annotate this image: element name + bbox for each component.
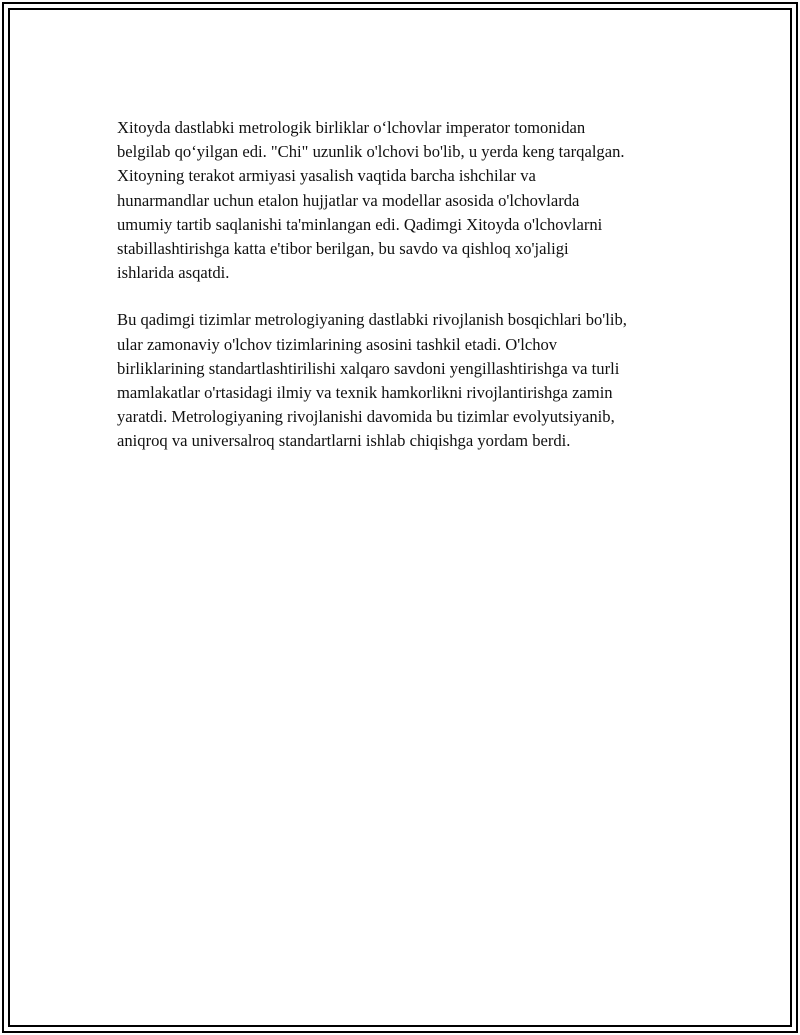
text-line: belgilab qo‘yilgan edi. "Chi" uzunlik o'lchovi bo'lib, u yerda keng tarqalgan. <box>117 142 625 162</box>
text-line: Xitoyning terakot armiyasi yasalish vaqtida barcha ishchilar va <box>117 166 536 186</box>
text-line: ular zamonaviy o'lchov tizimlarining asosini tashkil etadi. O'lchov <box>117 334 558 354</box>
text-line: hunarmandlar uchun etalon hujjatlar va modellar asosida o'lchovlarda <box>117 190 580 210</box>
text-line: Xitoyda dastlabki metrologik birliklar o‘lchovlar imperator tomonidan <box>117 118 586 137</box>
text-line: Bu qadimgi tizimlar metrologiyaning dastlabki rivojlanish bosqichlari bo'lib, <box>117 310 627 330</box>
text-line: mamlakatlar o'rtasidagi ilmiy va texnik hamkorlikni rivojlantirishga zamin <box>117 383 613 403</box>
text-line: aniqroq va universalroq standartlarni ishlab chiqishga yordam berdi. <box>117 431 571 451</box>
text-line: umumiy tartib saqlanishi ta'minlangan edi. Qadimgi Xitoyda o'lchovlarni <box>117 214 603 234</box>
document-body <box>117 116 707 477</box>
text-line: yaratdi. Metrologiyaning rivojlanishi davomida bu tizimlar evolyutsiyanib, <box>117 407 615 427</box>
text-line: birliklarining standartlashtirilishi xalqaro savdoni yengillashtirishga va turli <box>117 358 620 378</box>
text-line: stabillashtirishga katta e'tibor berilgan, bu savdo va qishloq xo'jaligi <box>117 239 569 259</box>
paragraph-1 <box>117 116 707 285</box>
paragraph-2 <box>117 308 707 453</box>
text-line: ishlarida asqatdi. <box>117 263 230 283</box>
